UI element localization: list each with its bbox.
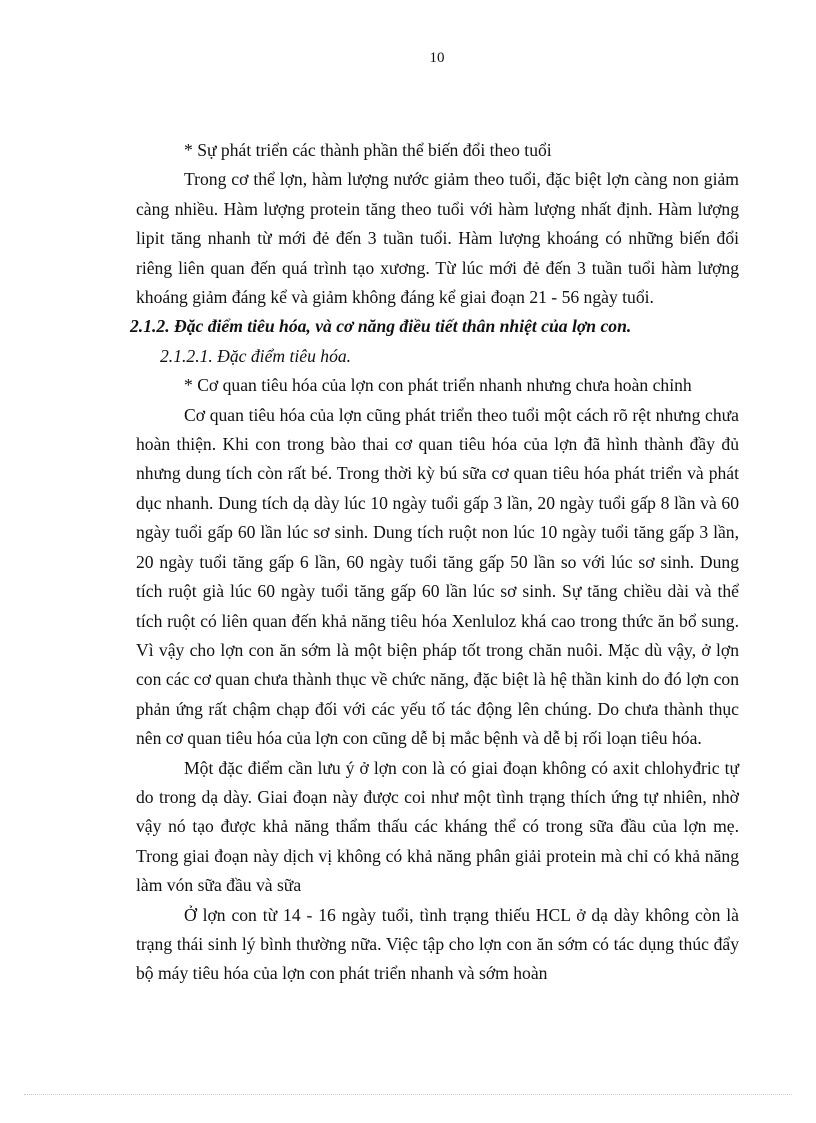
paragraph-body-composition: Trong cơ thể lợn, hàm lượng nước giảm theo tuổi, đặc biệt lợn càng non giảm càng nhiều. Hàm lượng protein tăng theo tuổi với hàm lượng nhất định. Hàm lượng lipit tăng nhanh từ mới đẻ đến 3 tuần tuổi. Hàm lượng khoáng có những biến đổi riêng liên quan đến quá trình tạo xương. Từ lúc mới đẻ đến 3 tuần tuổi hàm lượng khoáng giảm đáng kể và giảm không đáng kể giai đoạn 21 - 56 ngày tuổi. [136, 169, 739, 308]
document-body [130, 136, 739, 989]
paragraph-hcl-stage: Một đặc điểm cần lưu ý ở lợn con là có giai đoạn không có axit chlohyđric tự do trong dạ dày. Giai đoạn này được coi như một tình trạng thích ứng tự nhiên, nhờ vậy nó tạo được khả năng thẩm thấu các kháng thể có trong sữa đầu của lợn mẹ. Trong giai đoạn này dịch vị không có khả năng phân giải protein mà chỉ có khả năng làm vón sữa đầu và sữa [136, 757, 739, 896]
paragraph-digestive-development: Cơ quan tiêu hóa của lợn cũng phát triển theo tuổi một cách rõ rệt nhưng chưa hoàn thiện. Khi con trong bào thai cơ quan tiêu hóa của lợn đã hình thành đầy đủ nhưng dung tích còn rất bé. Trong thời kỳ bú sữa cơ quan tiêu hóa phát triển và phát dục nhanh. Dung tích dạ dày lúc 10 ngày tuổi gấp 3 lần, 20 ngày tuổi gấp 8 lần và 60 ngày tuổi gấp 60 lần lúc sơ sinh. Dung tích ruột non lúc 10 ngày tuổi tăng gấp 3 lần, 20 ngày tuổi tăng gấp 6 lần, 60 ngày tuổi tăng gấp 50 lần so với lúc sơ sinh. Dung tích ruột già lúc 60 ngày tuổi tăng gấp 60 lần lúc sơ sinh. Sự tăng chiều dài và thể tích ruột có liên quan đến khả năng tiêu hóa Xenluloz khá cao trong thức ăn bổ sung. Vì vậy cho lợn con ăn sớm là một biện pháp tốt trong chăn nuôi. Mặc dù vậy, ở lợn con các cơ quan chưa thành thục về chức năng, đặc biệt là hệ thần kinh do đó lợn con phản ứng rất chậm chạp đối với các yếu tố tác động lên chúng. Do chưa thành thục nên cơ quan tiêu hóa của lợn con cũng dễ bị mắc bệnh và dễ bị rối loạn tiêu hóa. [136, 404, 739, 749]
section-heading-2-1-2: 2.1.2. Đặc điểm tiêu hóa, và cơ năng điều tiết thân nhiệt của lợn con. [130, 316, 632, 337]
bullet-body-composition: * Sự phát triển các thành phần thể biến đổi theo tuổi [184, 140, 552, 160]
paragraph-early-feeding: Ở lợn con từ 14 - 16 ngày tuổi, tình trạng thiếu HCL ở dạ dày không còn là trạng thái sinh lý bình thường nữa. Việc tập cho lợn con ăn sớm có tác dụng thúc đẩy bộ máy tiêu hóa của lợn con phát triển nhanh và sớm hoàn [136, 904, 739, 984]
subsection-heading-2-1-2-1: 2.1.2.1. Đặc điểm tiêu hóa. [160, 345, 352, 366]
page-number: 10 [429, 50, 445, 66]
bullet-digestive-organs: * Cơ quan tiêu hóa của lợn con phát triển nhanh nhưng chưa hoàn chỉnh [184, 375, 692, 396]
page-bottom-divider [24, 1094, 792, 1095]
